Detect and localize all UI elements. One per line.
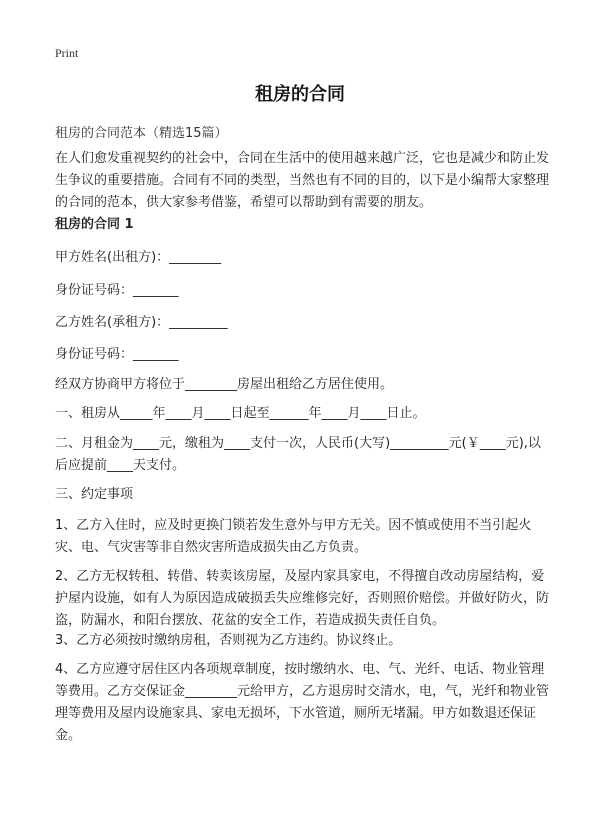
term-clause: 一、租房从_____年____月____日起至______年____月____日止。	[55, 406, 426, 421]
print-label: Print	[55, 46, 79, 60]
intro-paragraph: 在人们愈发重视契约的社会中，合同在生活中的使用越来越广泛，它也是减少和防止发生争议的重要措施。合同有不同的类型，当然也有不同的目的，以下是小编帮大家整理的合同的范本，供大家参考借鉴，希望可以帮助到有需要的朋友。	[55, 151, 550, 210]
terms-heading: 三、约定事项	[55, 487, 134, 502]
agreement-line: 经双方协商甲方将位于________房屋出租给乙方居住使用。	[55, 377, 394, 392]
party-b-id-line: 身份证号码：_______	[55, 347, 179, 362]
party-a-name-line: 甲方姓名(出租方)：________	[55, 250, 222, 265]
section-heading: 租房的合同 1	[55, 217, 134, 232]
rent-clause: 二、月租金为____元，缴租为____支付一次，人民币(大写)_________元(￥____元),以后应提前____天支付。	[55, 436, 541, 473]
party-a-id-line: 身份证号码：_______	[55, 283, 179, 298]
document-subtitle: 租房的合同范本（精选15篇）	[55, 126, 228, 141]
party-b-name-line: 乙方姓名(承租方)：_________	[55, 315, 228, 330]
terms-item-3: 3、乙方必须按时缴纳房租，否则视为乙方违约。协议终止。	[55, 633, 402, 648]
terms-item-1: 1、乙方入住时，应及时更换门锁若发生意外与甲方无关。因不慎或使用不当引起火灾、电、气灾害等非自然灾害所造成损失由乙方负责。	[55, 518, 532, 555]
page-title: 租房的合同	[255, 84, 345, 105]
terms-item-2: 2、乙方无权转租、转借、转卖该房屋，及屋内家具家电，不得擅自改动房屋结构，爱护屋内设施，如有人为原因造成破损丢失应维修完好，否则照价赔偿。并做好防火，防盗，防漏水，和阳台摆放、花盆的安全工作，若造成损失责任自负。	[55, 569, 550, 628]
terms-item-4: 4、乙方应遵守居住区内各项规章制度，按时缴纳水、电、气、光纤、电话、物业管理等费用。乙方交保证金________元给甲方，乙方退房时交清水，电，气，光纤和物业管理等费用及屋内设施家具、家电无损坏，下水管道，厕所无堵漏。甲方如数退还保证金。	[55, 662, 550, 743]
